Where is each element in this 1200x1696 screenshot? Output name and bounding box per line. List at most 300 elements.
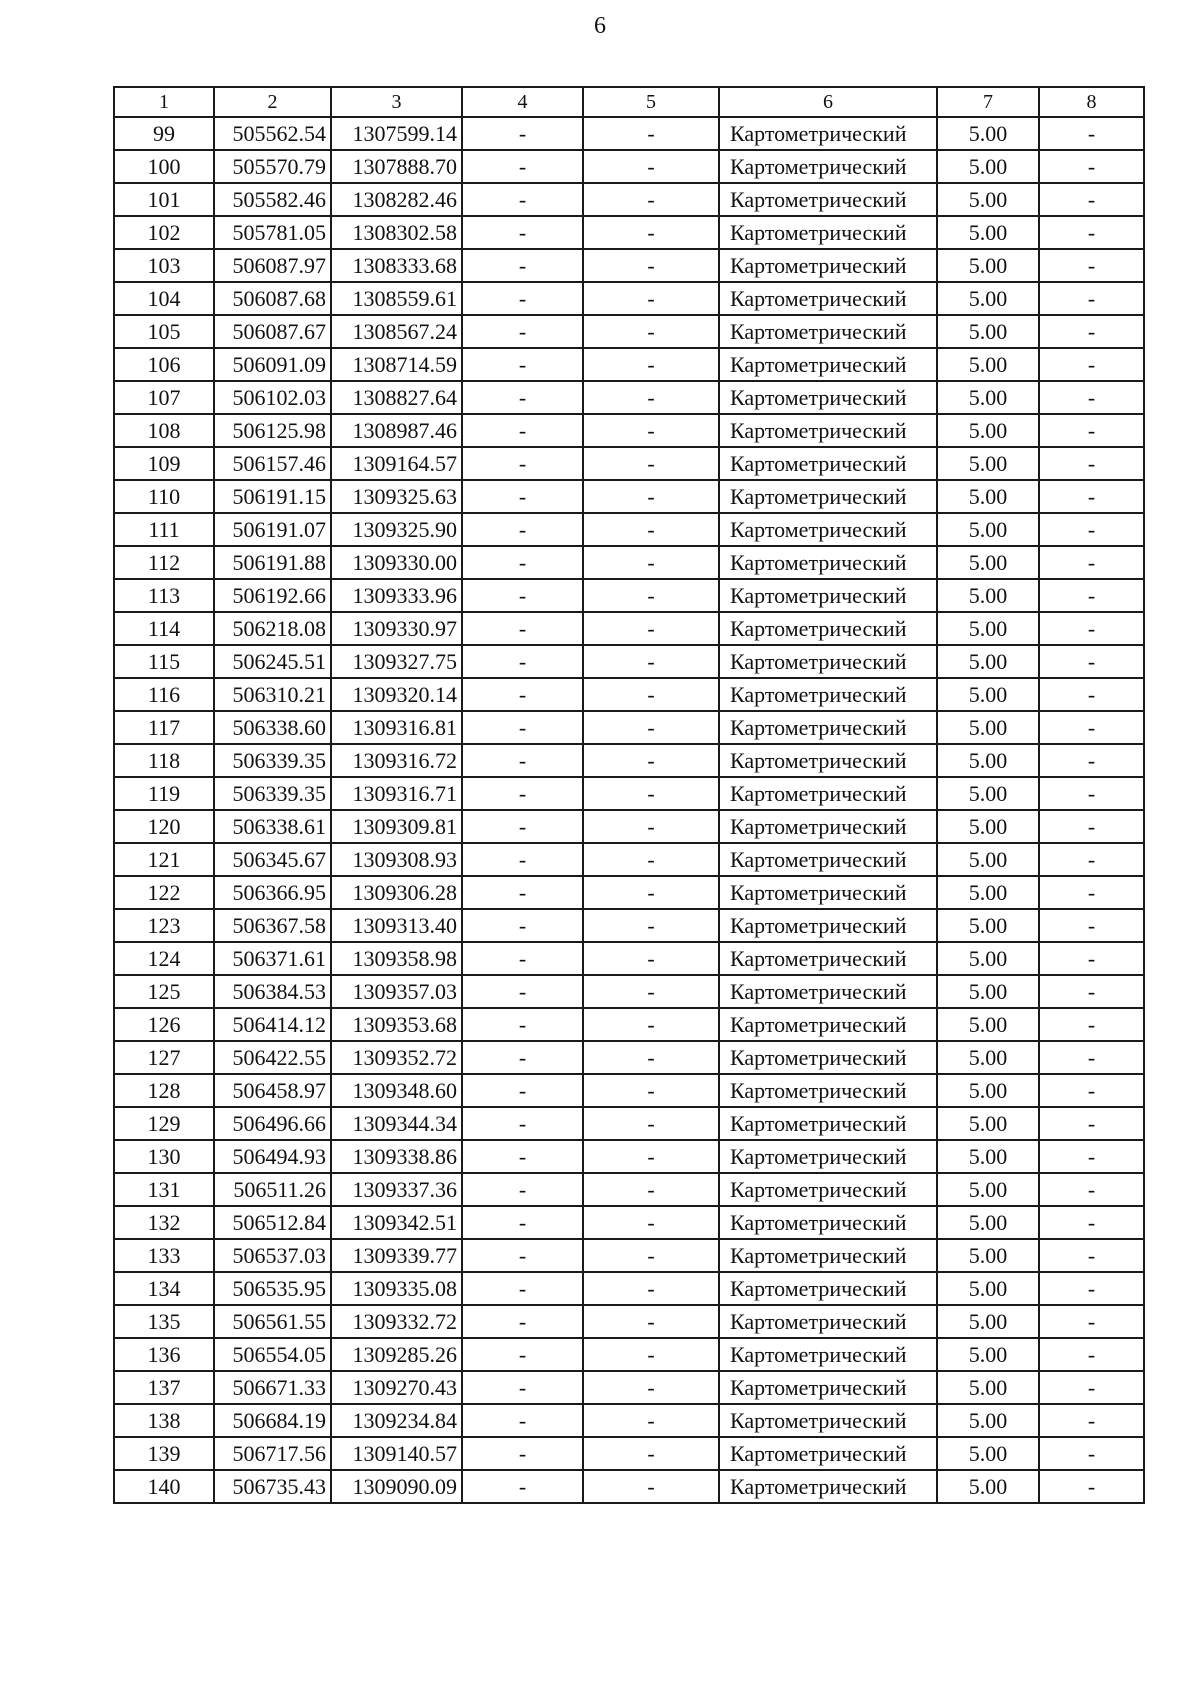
x-coordinate-cell: 506735.43 xyxy=(214,1470,331,1503)
header-cell: 8 xyxy=(1039,87,1144,117)
table-row xyxy=(114,381,1144,414)
col8-cell: - xyxy=(1039,579,1144,612)
accuracy-cell: 5.00 xyxy=(937,1107,1039,1140)
method-cell: Картометрический xyxy=(719,150,937,183)
table-row xyxy=(114,1173,1144,1206)
method-cell: Картометрический xyxy=(719,414,937,447)
col5-cell: - xyxy=(583,909,719,942)
table-row xyxy=(114,711,1144,744)
col5-cell: - xyxy=(583,1206,719,1239)
y-coordinate-cell: 1309270.43 xyxy=(331,1371,462,1404)
table-row xyxy=(114,1338,1144,1371)
col8-cell: - xyxy=(1039,1008,1144,1041)
accuracy-cell: 5.00 xyxy=(937,447,1039,480)
point-number-cell: 115 xyxy=(114,645,214,678)
accuracy-cell: 5.00 xyxy=(937,579,1039,612)
col5-cell: - xyxy=(583,1239,719,1272)
table-row xyxy=(114,1041,1144,1074)
y-coordinate-cell: 1309327.75 xyxy=(331,645,462,678)
col5-cell: - xyxy=(583,744,719,777)
col5-cell: - xyxy=(583,150,719,183)
method-cell: Картометрический xyxy=(719,711,937,744)
table-row xyxy=(114,843,1144,876)
x-coordinate-cell: 506245.51 xyxy=(214,645,331,678)
x-coordinate-cell: 506561.55 xyxy=(214,1305,331,1338)
x-coordinate-cell: 506345.67 xyxy=(214,843,331,876)
accuracy-cell: 5.00 xyxy=(937,150,1039,183)
col5-cell: - xyxy=(583,1107,719,1140)
x-coordinate-cell: 506157.46 xyxy=(214,447,331,480)
point-number-cell: 128 xyxy=(114,1074,214,1107)
header-cell: 5 xyxy=(583,87,719,117)
table-row xyxy=(114,1272,1144,1305)
col8-cell: - xyxy=(1039,1173,1144,1206)
col4-cell: - xyxy=(462,117,583,150)
accuracy-cell: 5.00 xyxy=(937,282,1039,315)
header-cell: 3 xyxy=(331,87,462,117)
col8-cell: - xyxy=(1039,810,1144,843)
col4-cell: - xyxy=(462,777,583,810)
col5-cell: - xyxy=(583,381,719,414)
page-number: 6 xyxy=(594,13,606,39)
col5-cell: - xyxy=(583,711,719,744)
col8-cell: - xyxy=(1039,513,1144,546)
x-coordinate-cell: 506091.09 xyxy=(214,348,331,381)
col4-cell: - xyxy=(462,480,583,513)
col8-cell: - xyxy=(1039,744,1144,777)
col4-cell: - xyxy=(462,975,583,1008)
x-coordinate-cell: 506338.61 xyxy=(214,810,331,843)
col4-cell: - xyxy=(462,744,583,777)
x-coordinate-cell: 506339.35 xyxy=(214,744,331,777)
col4-cell: - xyxy=(462,612,583,645)
header-cell: 4 xyxy=(462,87,583,117)
accuracy-cell: 5.00 xyxy=(937,1470,1039,1503)
y-coordinate-cell: 1309325.63 xyxy=(331,480,462,513)
col8-cell: - xyxy=(1039,777,1144,810)
accuracy-cell: 5.00 xyxy=(937,612,1039,645)
method-cell: Картометрический xyxy=(719,381,937,414)
point-number-cell: 124 xyxy=(114,942,214,975)
col5-cell: - xyxy=(583,1437,719,1470)
table-row xyxy=(114,315,1144,348)
col5-cell: - xyxy=(583,876,719,909)
method-cell: Картометрический xyxy=(719,1140,937,1173)
y-coordinate-cell: 1309313.40 xyxy=(331,909,462,942)
method-cell: Картометрический xyxy=(719,1041,937,1074)
x-coordinate-cell: 506535.95 xyxy=(214,1272,331,1305)
method-cell: Картометрический xyxy=(719,348,937,381)
col4-cell: - xyxy=(462,348,583,381)
col4-cell: - xyxy=(462,447,583,480)
point-number-cell: 129 xyxy=(114,1107,214,1140)
method-cell: Картометрический xyxy=(719,645,937,678)
x-coordinate-cell: 506511.26 xyxy=(214,1173,331,1206)
accuracy-cell: 5.00 xyxy=(937,216,1039,249)
col4-cell: - xyxy=(462,1107,583,1140)
accuracy-cell: 5.00 xyxy=(937,546,1039,579)
accuracy-cell: 5.00 xyxy=(937,513,1039,546)
y-coordinate-cell: 1309348.60 xyxy=(331,1074,462,1107)
col8-cell: - xyxy=(1039,975,1144,1008)
col4-cell: - xyxy=(462,1305,583,1338)
method-cell: Картометрический xyxy=(719,447,937,480)
y-coordinate-cell: 1309335.08 xyxy=(331,1272,462,1305)
accuracy-cell: 5.00 xyxy=(937,810,1039,843)
col4-cell: - xyxy=(462,546,583,579)
x-coordinate-cell: 506339.35 xyxy=(214,777,331,810)
y-coordinate-cell: 1309316.81 xyxy=(331,711,462,744)
method-cell: Картометрический xyxy=(719,909,937,942)
col8-cell: - xyxy=(1039,1272,1144,1305)
x-coordinate-cell: 505562.54 xyxy=(214,117,331,150)
col4-cell: - xyxy=(462,1239,583,1272)
y-coordinate-cell: 1308714.59 xyxy=(331,348,462,381)
point-number-cell: 110 xyxy=(114,480,214,513)
method-cell: Картометрический xyxy=(719,1239,937,1272)
col8-cell: - xyxy=(1039,678,1144,711)
y-coordinate-cell: 1309344.34 xyxy=(331,1107,462,1140)
col8-cell: - xyxy=(1039,645,1144,678)
col4-cell: - xyxy=(462,1404,583,1437)
table-row xyxy=(114,1437,1144,1470)
y-coordinate-cell: 1309309.81 xyxy=(331,810,462,843)
col5-cell: - xyxy=(583,249,719,282)
method-cell: Картометрический xyxy=(719,282,937,315)
col5-cell: - xyxy=(583,282,719,315)
y-coordinate-cell: 1309337.36 xyxy=(331,1173,462,1206)
y-coordinate-cell: 1309339.77 xyxy=(331,1239,462,1272)
method-cell: Картометрический xyxy=(719,1305,937,1338)
point-number-cell: 137 xyxy=(114,1371,214,1404)
col4-cell: - xyxy=(462,282,583,315)
table-row xyxy=(114,678,1144,711)
accuracy-cell: 5.00 xyxy=(937,1305,1039,1338)
col5-cell: - xyxy=(583,117,719,150)
accuracy-cell: 5.00 xyxy=(937,381,1039,414)
accuracy-cell: 5.00 xyxy=(937,1437,1039,1470)
x-coordinate-cell: 506191.15 xyxy=(214,480,331,513)
table-row xyxy=(114,975,1144,1008)
y-coordinate-cell: 1309140.57 xyxy=(331,1437,462,1470)
x-coordinate-cell: 506537.03 xyxy=(214,1239,331,1272)
col8-cell: - xyxy=(1039,216,1144,249)
accuracy-cell: 5.00 xyxy=(937,1008,1039,1041)
x-coordinate-cell: 506494.93 xyxy=(214,1140,331,1173)
accuracy-cell: 5.00 xyxy=(937,414,1039,447)
y-coordinate-cell: 1309342.51 xyxy=(331,1206,462,1239)
table-row xyxy=(114,1107,1144,1140)
y-coordinate-cell: 1309358.98 xyxy=(331,942,462,975)
col5-cell: - xyxy=(583,1041,719,1074)
col4-cell: - xyxy=(462,1041,583,1074)
col5-cell: - xyxy=(583,777,719,810)
y-coordinate-cell: 1309357.03 xyxy=(331,975,462,1008)
table-row xyxy=(114,1305,1144,1338)
col8-cell: - xyxy=(1039,1107,1144,1140)
accuracy-cell: 5.00 xyxy=(937,117,1039,150)
col8-cell: - xyxy=(1039,150,1144,183)
x-coordinate-cell: 506717.56 xyxy=(214,1437,331,1470)
table-row xyxy=(114,612,1144,645)
col8-cell: - xyxy=(1039,1041,1144,1074)
table-row xyxy=(114,414,1144,447)
col8-cell: - xyxy=(1039,1239,1144,1272)
table-row xyxy=(114,480,1144,513)
col5-cell: - xyxy=(583,315,719,348)
y-coordinate-cell: 1308333.68 xyxy=(331,249,462,282)
col5-cell: - xyxy=(583,183,719,216)
x-coordinate-cell: 506087.68 xyxy=(214,282,331,315)
method-cell: Картометрический xyxy=(719,1173,937,1206)
x-coordinate-cell: 506310.21 xyxy=(214,678,331,711)
method-cell: Картометрический xyxy=(719,975,937,1008)
y-coordinate-cell: 1309316.71 xyxy=(331,777,462,810)
table-body xyxy=(114,117,1144,1503)
col4-cell: - xyxy=(462,249,583,282)
method-cell: Картометрический xyxy=(719,579,937,612)
col5-cell: - xyxy=(583,579,719,612)
col4-cell: - xyxy=(462,513,583,546)
method-cell: Картометрический xyxy=(719,1206,937,1239)
x-coordinate-cell: 506191.07 xyxy=(214,513,331,546)
y-coordinate-cell: 1308567.24 xyxy=(331,315,462,348)
col5-cell: - xyxy=(583,810,719,843)
method-cell: Картометрический xyxy=(719,876,937,909)
col8-cell: - xyxy=(1039,1371,1144,1404)
x-coordinate-cell: 506366.95 xyxy=(214,876,331,909)
col4-cell: - xyxy=(462,843,583,876)
col4-cell: - xyxy=(462,909,583,942)
method-cell: Картометрический xyxy=(719,183,937,216)
accuracy-cell: 5.00 xyxy=(937,678,1039,711)
accuracy-cell: 5.00 xyxy=(937,876,1039,909)
col4-cell: - xyxy=(462,414,583,447)
col5-cell: - xyxy=(583,546,719,579)
accuracy-cell: 5.00 xyxy=(937,1404,1039,1437)
table-row xyxy=(114,249,1144,282)
point-number-cell: 140 xyxy=(114,1470,214,1503)
accuracy-cell: 5.00 xyxy=(937,777,1039,810)
col4-cell: - xyxy=(462,678,583,711)
col8-cell: - xyxy=(1039,315,1144,348)
point-number-cell: 104 xyxy=(114,282,214,315)
col5-cell: - xyxy=(583,1074,719,1107)
y-coordinate-cell: 1309316.72 xyxy=(331,744,462,777)
col4-cell: - xyxy=(462,1140,583,1173)
col8-cell: - xyxy=(1039,414,1144,447)
col5-cell: - xyxy=(583,1140,719,1173)
col5-cell: - xyxy=(583,678,719,711)
col5-cell: - xyxy=(583,216,719,249)
col5-cell: - xyxy=(583,414,719,447)
table-row xyxy=(114,909,1144,942)
accuracy-cell: 5.00 xyxy=(937,348,1039,381)
y-coordinate-cell: 1308987.46 xyxy=(331,414,462,447)
y-coordinate-cell: 1309338.86 xyxy=(331,1140,462,1173)
col4-cell: - xyxy=(462,1173,583,1206)
col4-cell: - xyxy=(462,1272,583,1305)
col4-cell: - xyxy=(462,645,583,678)
accuracy-cell: 5.00 xyxy=(937,1338,1039,1371)
y-coordinate-cell: 1307888.70 xyxy=(331,150,462,183)
col5-cell: - xyxy=(583,513,719,546)
method-cell: Картометрический xyxy=(719,1074,937,1107)
y-coordinate-cell: 1309285.26 xyxy=(331,1338,462,1371)
y-coordinate-cell: 1309330.00 xyxy=(331,546,462,579)
table-row xyxy=(114,1140,1144,1173)
point-number-cell: 117 xyxy=(114,711,214,744)
accuracy-cell: 5.00 xyxy=(937,315,1039,348)
table-row xyxy=(114,1008,1144,1041)
method-cell: Картометрический xyxy=(719,315,937,348)
point-number-cell: 121 xyxy=(114,843,214,876)
point-number-cell: 122 xyxy=(114,876,214,909)
table-row xyxy=(114,348,1144,381)
method-cell: Картометрический xyxy=(719,1272,937,1305)
header-row xyxy=(114,87,1144,117)
x-coordinate-cell: 506191.88 xyxy=(214,546,331,579)
method-cell: Картометрический xyxy=(719,678,937,711)
coordinates-table xyxy=(113,86,1145,1504)
table-row xyxy=(114,744,1144,777)
point-number-cell: 130 xyxy=(114,1140,214,1173)
table-row xyxy=(114,579,1144,612)
col5-cell: - xyxy=(583,942,719,975)
x-coordinate-cell: 506102.03 xyxy=(214,381,331,414)
table-row xyxy=(114,1206,1144,1239)
x-coordinate-cell: 506496.66 xyxy=(214,1107,331,1140)
x-coordinate-cell: 505570.79 xyxy=(214,150,331,183)
accuracy-cell: 5.00 xyxy=(937,1239,1039,1272)
col4-cell: - xyxy=(462,315,583,348)
accuracy-cell: 5.00 xyxy=(937,1041,1039,1074)
col5-cell: - xyxy=(583,1404,719,1437)
accuracy-cell: 5.00 xyxy=(937,1173,1039,1206)
col8-cell: - xyxy=(1039,1074,1144,1107)
col5-cell: - xyxy=(583,480,719,513)
col5-cell: - xyxy=(583,843,719,876)
y-coordinate-cell: 1309164.57 xyxy=(331,447,462,480)
method-cell: Картометрический xyxy=(719,777,937,810)
point-number-cell: 116 xyxy=(114,678,214,711)
x-coordinate-cell: 506458.97 xyxy=(214,1074,331,1107)
method-cell: Картометрический xyxy=(719,612,937,645)
method-cell: Картометрический xyxy=(719,1107,937,1140)
method-cell: Картометрический xyxy=(719,216,937,249)
col8-cell: - xyxy=(1039,381,1144,414)
table-row xyxy=(114,183,1144,216)
point-number-cell: 139 xyxy=(114,1437,214,1470)
col8-cell: - xyxy=(1039,183,1144,216)
point-number-cell: 102 xyxy=(114,216,214,249)
point-number-cell: 136 xyxy=(114,1338,214,1371)
header-cell: 6 xyxy=(719,87,937,117)
col4-cell: - xyxy=(462,150,583,183)
y-coordinate-cell: 1308827.64 xyxy=(331,381,462,414)
col5-cell: - xyxy=(583,645,719,678)
col8-cell: - xyxy=(1039,1404,1144,1437)
method-cell: Картометрический xyxy=(719,810,937,843)
col8-cell: - xyxy=(1039,909,1144,942)
accuracy-cell: 5.00 xyxy=(937,1206,1039,1239)
x-coordinate-cell: 506218.08 xyxy=(214,612,331,645)
y-coordinate-cell: 1309308.93 xyxy=(331,843,462,876)
table-row xyxy=(114,942,1144,975)
accuracy-cell: 5.00 xyxy=(937,975,1039,1008)
col8-cell: - xyxy=(1039,612,1144,645)
col5-cell: - xyxy=(583,1173,719,1206)
y-coordinate-cell: 1307599.14 xyxy=(331,117,462,150)
col5-cell: - xyxy=(583,1338,719,1371)
point-number-cell: 99 xyxy=(114,117,214,150)
accuracy-cell: 5.00 xyxy=(937,645,1039,678)
y-coordinate-cell: 1308559.61 xyxy=(331,282,462,315)
col5-cell: - xyxy=(583,1272,719,1305)
accuracy-cell: 5.00 xyxy=(937,480,1039,513)
col5-cell: - xyxy=(583,1305,719,1338)
col8-cell: - xyxy=(1039,249,1144,282)
point-number-cell: 103 xyxy=(114,249,214,282)
point-number-cell: 114 xyxy=(114,612,214,645)
point-number-cell: 111 xyxy=(114,513,214,546)
x-coordinate-cell: 506371.61 xyxy=(214,942,331,975)
table-row xyxy=(114,876,1144,909)
x-coordinate-cell: 506384.53 xyxy=(214,975,331,1008)
accuracy-cell: 5.00 xyxy=(937,711,1039,744)
x-coordinate-cell: 505781.05 xyxy=(214,216,331,249)
col4-cell: - xyxy=(462,216,583,249)
method-cell: Картометрический xyxy=(719,249,937,282)
point-number-cell: 113 xyxy=(114,579,214,612)
accuracy-cell: 5.00 xyxy=(937,249,1039,282)
point-number-cell: 118 xyxy=(114,744,214,777)
method-cell: Картометрический xyxy=(719,513,937,546)
method-cell: Картометрический xyxy=(719,1338,937,1371)
table-row xyxy=(114,546,1144,579)
col4-cell: - xyxy=(462,1008,583,1041)
col8-cell: - xyxy=(1039,117,1144,150)
col8-cell: - xyxy=(1039,282,1144,315)
point-number-cell: 138 xyxy=(114,1404,214,1437)
col4-cell: - xyxy=(462,183,583,216)
point-number-cell: 125 xyxy=(114,975,214,1008)
accuracy-cell: 5.00 xyxy=(937,1272,1039,1305)
col8-cell: - xyxy=(1039,876,1144,909)
y-coordinate-cell: 1309234.84 xyxy=(331,1404,462,1437)
col8-cell: - xyxy=(1039,480,1144,513)
point-number-cell: 119 xyxy=(114,777,214,810)
col5-cell: - xyxy=(583,975,719,1008)
col4-cell: - xyxy=(462,1470,583,1503)
point-number-cell: 105 xyxy=(114,315,214,348)
table-row xyxy=(114,1074,1144,1107)
table-row xyxy=(114,1371,1144,1404)
table-header xyxy=(114,87,1144,117)
point-number-cell: 101 xyxy=(114,183,214,216)
y-coordinate-cell: 1309325.90 xyxy=(331,513,462,546)
table-row xyxy=(114,645,1144,678)
col4-cell: - xyxy=(462,579,583,612)
col8-cell: - xyxy=(1039,1305,1144,1338)
col4-cell: - xyxy=(462,1437,583,1470)
y-coordinate-cell: 1309352.72 xyxy=(331,1041,462,1074)
accuracy-cell: 5.00 xyxy=(937,942,1039,975)
method-cell: Картометрический xyxy=(719,117,937,150)
method-cell: Картометрический xyxy=(719,1470,937,1503)
x-coordinate-cell: 506367.58 xyxy=(214,909,331,942)
y-coordinate-cell: 1309353.68 xyxy=(331,1008,462,1041)
